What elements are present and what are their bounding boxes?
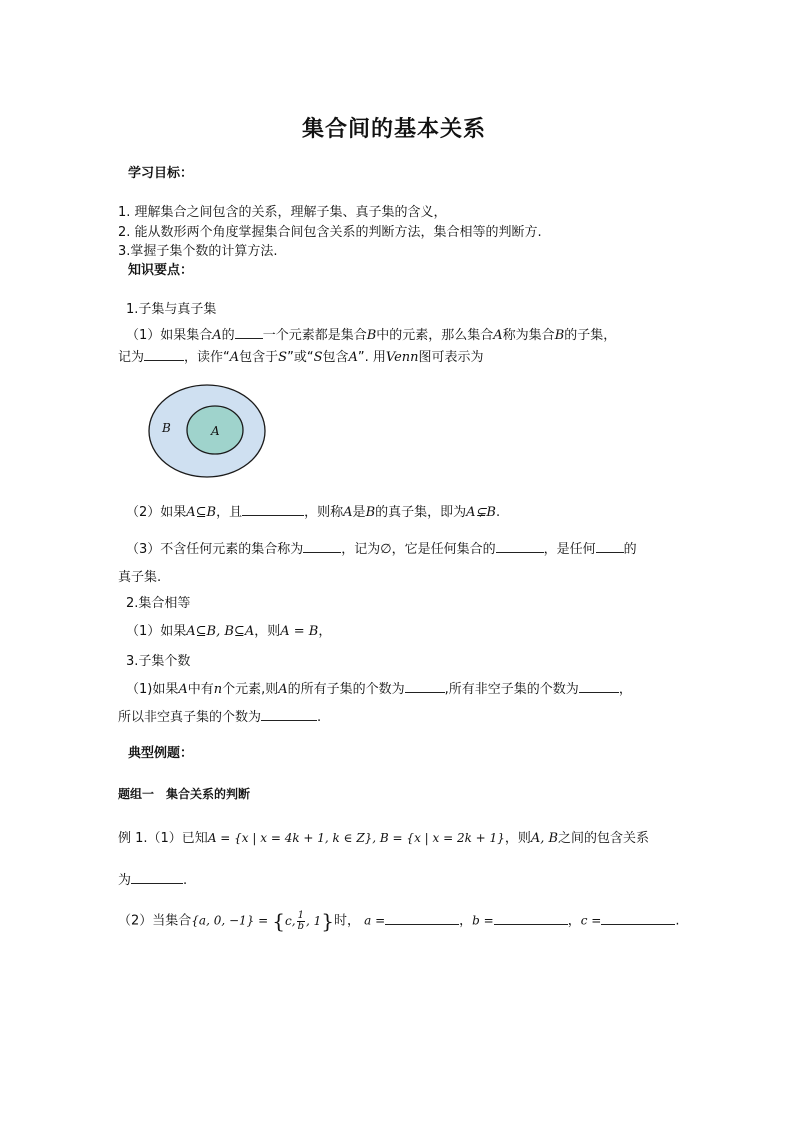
- text: 的真子集，即为: [375, 505, 467, 520]
- brace-right: }: [321, 909, 334, 933]
- objective-item-1: 1. 理解集合之间包含的关系，理解子集、真子集的含义，: [118, 205, 447, 220]
- text: 记为: [118, 350, 145, 365]
- text: .: [317, 710, 322, 725]
- text: 中的元素，那么集合: [376, 328, 494, 343]
- math-c-eq: c =: [580, 913, 602, 928]
- text: ，: [318, 624, 332, 639]
- text: （2）当集合: [118, 913, 192, 929]
- example-group-1-title: 题组一 集合关系的判断: [118, 787, 251, 801]
- text: （1）如果集合: [126, 328, 213, 343]
- examples-heading: 典型例题：: [128, 746, 194, 761]
- var-a: A: [178, 682, 188, 697]
- blank: [596, 540, 624, 553]
- example-1-line-2: [118, 869, 187, 888]
- var-b: B: [365, 505, 376, 520]
- math-a-b: A, B: [530, 831, 559, 846]
- var-a: A: [343, 505, 353, 520]
- answer-blank-a[interactable]: [385, 912, 459, 925]
- section-2-title: 2.集合相等: [126, 596, 191, 611]
- math-mutual-subset: A⊆B, B⊆A: [186, 624, 255, 639]
- blank: [496, 540, 544, 553]
- math-set-right: [272, 909, 334, 933]
- text: ，: [618, 682, 632, 697]
- blank: [144, 348, 184, 361]
- section-3-title: 3.子集个数: [126, 654, 191, 669]
- empty-set-definition-line-2: 真子集.: [118, 570, 162, 585]
- text: 个元素,则: [222, 682, 279, 697]
- venn-label-a: A: [211, 424, 220, 438]
- set-equality-definition: [126, 620, 331, 639]
- var-b: B: [366, 328, 377, 343]
- text: 的子集，: [564, 328, 617, 343]
- text: ，: [459, 913, 473, 929]
- text: 的: [221, 328, 235, 343]
- fraction-denominator: b: [297, 920, 304, 932]
- text: ”. 用: [357, 350, 386, 365]
- subset-definition-line-2: [118, 346, 484, 365]
- example-1-line-1: [118, 827, 649, 846]
- text: 的: [623, 542, 637, 557]
- math-c: c,: [285, 914, 296, 928]
- text: （1）如果: [126, 624, 187, 639]
- text: ，则: [504, 831, 531, 846]
- objectives-heading: 学习目标：: [128, 166, 194, 181]
- math-set-definitions: A = {x | x = 4k + 1, k ∈ Z}, B = {x | x = 2k + 1}: [207, 831, 505, 845]
- text: 一个元素都是集合: [262, 328, 367, 343]
- text: ，则: [254, 624, 281, 639]
- text: 的所有子集的个数为: [287, 682, 405, 697]
- text: （3）不含任何元素的集合称为: [126, 542, 304, 557]
- text: .: [495, 505, 501, 520]
- text: ，读作“: [184, 350, 230, 365]
- text: 之间的包含关系: [558, 831, 650, 846]
- math-a-eq: a =: [364, 913, 386, 928]
- text: ，记为∅，它是任何集合的: [341, 542, 496, 557]
- var-s: S: [313, 350, 323, 365]
- math-b-eq: b =: [472, 913, 494, 928]
- text: ,所有非空子集的个数为: [444, 682, 579, 697]
- empty-set-definition-line-1: [126, 538, 637, 557]
- text: 是: [352, 505, 366, 520]
- text: ，且: [216, 505, 243, 520]
- text: ，是任何: [543, 542, 596, 557]
- math-one: , 1: [305, 914, 322, 928]
- text: 包含于: [239, 350, 279, 365]
- text: .: [183, 873, 188, 888]
- text: 例 1.（1）已知: [118, 831, 208, 846]
- section-1-title: 1.子集与真子集: [126, 302, 217, 317]
- text: ，: [567, 913, 581, 929]
- blank: [131, 871, 183, 884]
- text: ，则称: [304, 505, 344, 520]
- text: 包含: [322, 350, 349, 365]
- text: ”或“: [287, 350, 314, 365]
- var-a: A: [278, 682, 288, 697]
- venn-word: Venn: [385, 350, 419, 365]
- subset-count-line-1: [126, 678, 632, 697]
- brace-left: {: [272, 909, 286, 933]
- objective-item-2: 2. 能从数形两个角度掌握集合间包含关系的判断方法，集合相等的判断方.: [118, 225, 542, 240]
- fraction-numerator: 1: [297, 909, 304, 921]
- var-a: A: [493, 328, 503, 343]
- proper-subset-definition: [126, 501, 500, 520]
- text: .: [675, 913, 680, 929]
- answer-blank-c[interactable]: [601, 912, 675, 925]
- text: （1)如果: [126, 682, 179, 697]
- subset-definition-line-1: [126, 324, 616, 343]
- subset-count-line-2: [118, 706, 321, 725]
- blank: [261, 708, 317, 721]
- var-a: A: [348, 350, 358, 365]
- venn-label-b: B: [162, 421, 171, 435]
- var-a: A: [229, 350, 240, 365]
- objective-item-3: 3.掌握子集个数的计算方法.: [118, 244, 278, 259]
- fraction: [297, 911, 305, 932]
- var-b: B: [554, 328, 565, 343]
- knowledge-heading: 知识要点：: [128, 263, 194, 278]
- example-2-line: [118, 909, 679, 933]
- venn-diagram: [146, 382, 268, 480]
- blank: [405, 680, 445, 693]
- text: （2）如果: [126, 505, 187, 520]
- page-title: 集合间的基本关系: [302, 117, 487, 142]
- text: 中有: [187, 682, 214, 697]
- math-set-left: {a, 0, −1} =: [191, 913, 269, 928]
- var-s: S: [278, 350, 288, 365]
- text: 称为集合: [502, 328, 555, 343]
- math-a-equals-b: A = B: [280, 624, 319, 639]
- var-a: A: [212, 328, 222, 343]
- blank: [303, 540, 341, 553]
- text: 时，: [333, 913, 360, 929]
- var-n: n: [213, 682, 223, 697]
- blank: [242, 503, 304, 516]
- text: 为: [118, 873, 132, 888]
- blank: [235, 326, 263, 339]
- math-a-subset-b: A⊆B: [186, 505, 217, 520]
- text: 所以非空真子集的个数为: [118, 710, 262, 725]
- answer-blank-b[interactable]: [494, 912, 568, 925]
- math-a-proper-subset-b: A⊊B: [466, 505, 496, 520]
- blank: [579, 680, 619, 693]
- text: 图可表示为: [418, 350, 484, 365]
